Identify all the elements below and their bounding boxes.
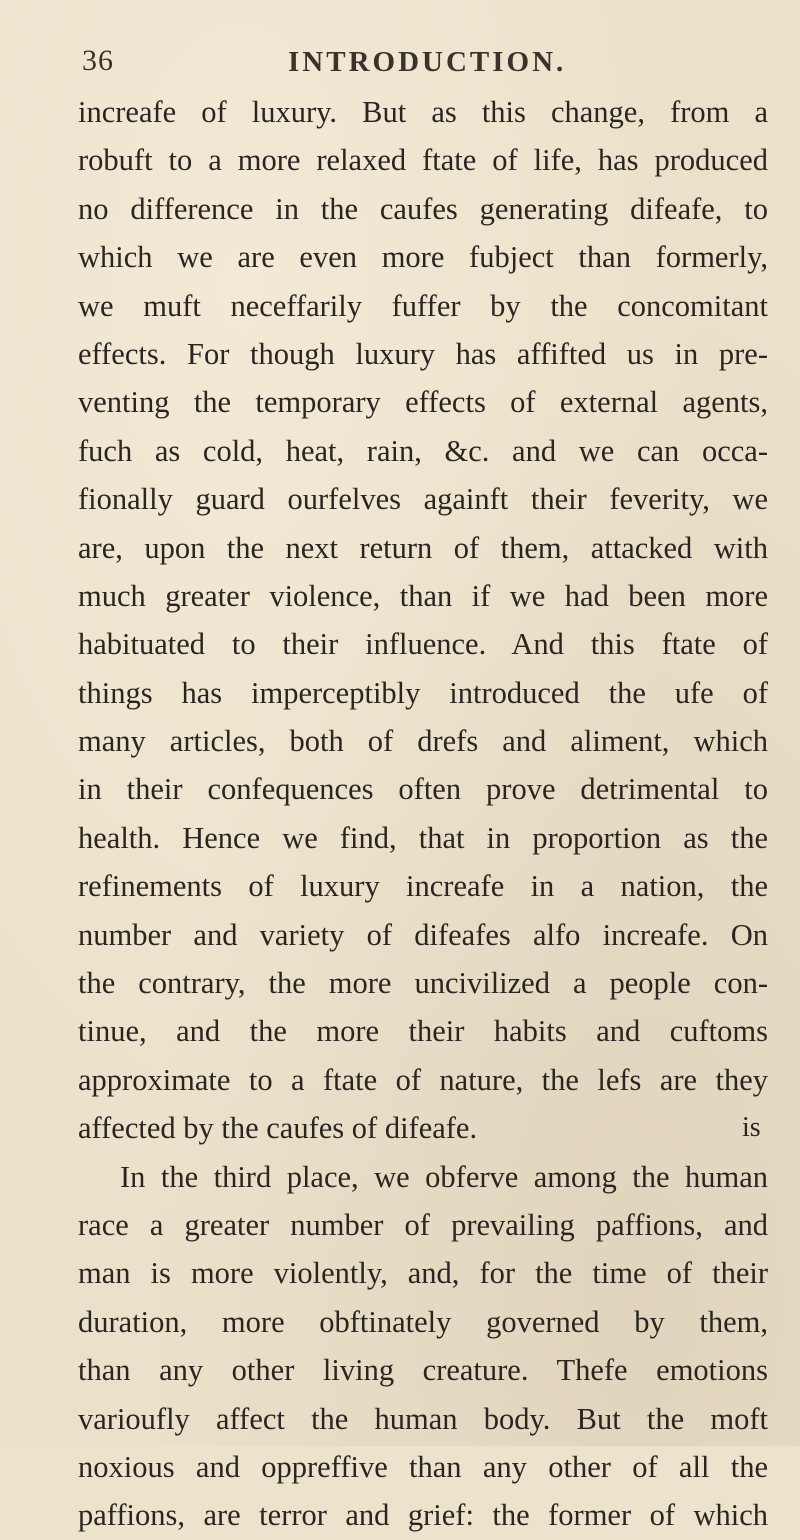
text-line: in their confequences often prove detrimental to	[78, 772, 768, 807]
text-line: fuch as cold, heat, rain, &c. and we can occa-	[78, 433, 768, 468]
text-line: than any other living creature. Thefe emotions	[78, 1353, 768, 1388]
text-line: approximate to a ftate of nature, the lefs are they	[78, 1062, 768, 1097]
text-line: robuft to a more relaxed ftate of life, has produced	[78, 143, 768, 178]
text-line: things has imperceptibly introduced the ufe of	[78, 675, 768, 710]
text-line: venting the temporary effects of external agents,	[78, 385, 768, 420]
text-line: affected by the caufes of difeafe.	[78, 1111, 478, 1146]
text-line: In the third place, we obferve among the human	[120, 1159, 768, 1194]
text-line: much greater violence, than if we had been more	[78, 578, 768, 613]
body-text	[78, 88, 768, 1540]
text-line: race a greater number of prevailing paffions, and	[78, 1207, 768, 1242]
text-line: many articles, both of drefs and aliment, which	[78, 724, 768, 759]
text-line: effects. For though luxury has affifted us in pre-	[78, 336, 768, 371]
text-line: the contrary, the more uncivilized a people con-	[78, 966, 768, 1001]
text-line: paffions, are terror and grief: the former of which	[78, 1498, 768, 1533]
text-line: varioufly affect the human body. But the moft	[78, 1401, 768, 1436]
text-line: refinements of luxury increafe in a nation, the	[78, 869, 768, 904]
text-line: increafe of luxury. But as this change, from a	[78, 95, 768, 129]
text-line: noxious and oppreffive than any other of all the	[78, 1449, 768, 1484]
text-line: fionally guard ourfelves againft their feverity, we	[78, 482, 768, 517]
catchword: is	[742, 1112, 761, 1143]
text-line: number and variety of difeafes alfo increafe. On	[78, 917, 768, 952]
text-line: man is more violently, and, for the time of their	[78, 1256, 768, 1291]
text-line: habituated to their influence. And this ftate of	[78, 627, 768, 662]
text-line: are, upon the next return of them, attacked with	[78, 530, 768, 565]
text-line: we muft neceffarily fuffer by the concomitant	[78, 288, 768, 323]
text-line: health. Hence we find, that in proportion as the	[78, 820, 768, 855]
text-line: tinue, and the more their habits and cuftoms	[78, 1014, 768, 1049]
running-head	[58, 26, 758, 82]
text-line: which we are even more fubject than formerly,	[78, 240, 768, 275]
running-title: INTRODUCTION.	[288, 46, 567, 78]
text-line: duration, more obftinately governed by them,	[78, 1304, 768, 1339]
text-line: no difference in the caufes generating difeafe, to	[78, 191, 768, 226]
page-number: 36	[82, 44, 114, 77]
